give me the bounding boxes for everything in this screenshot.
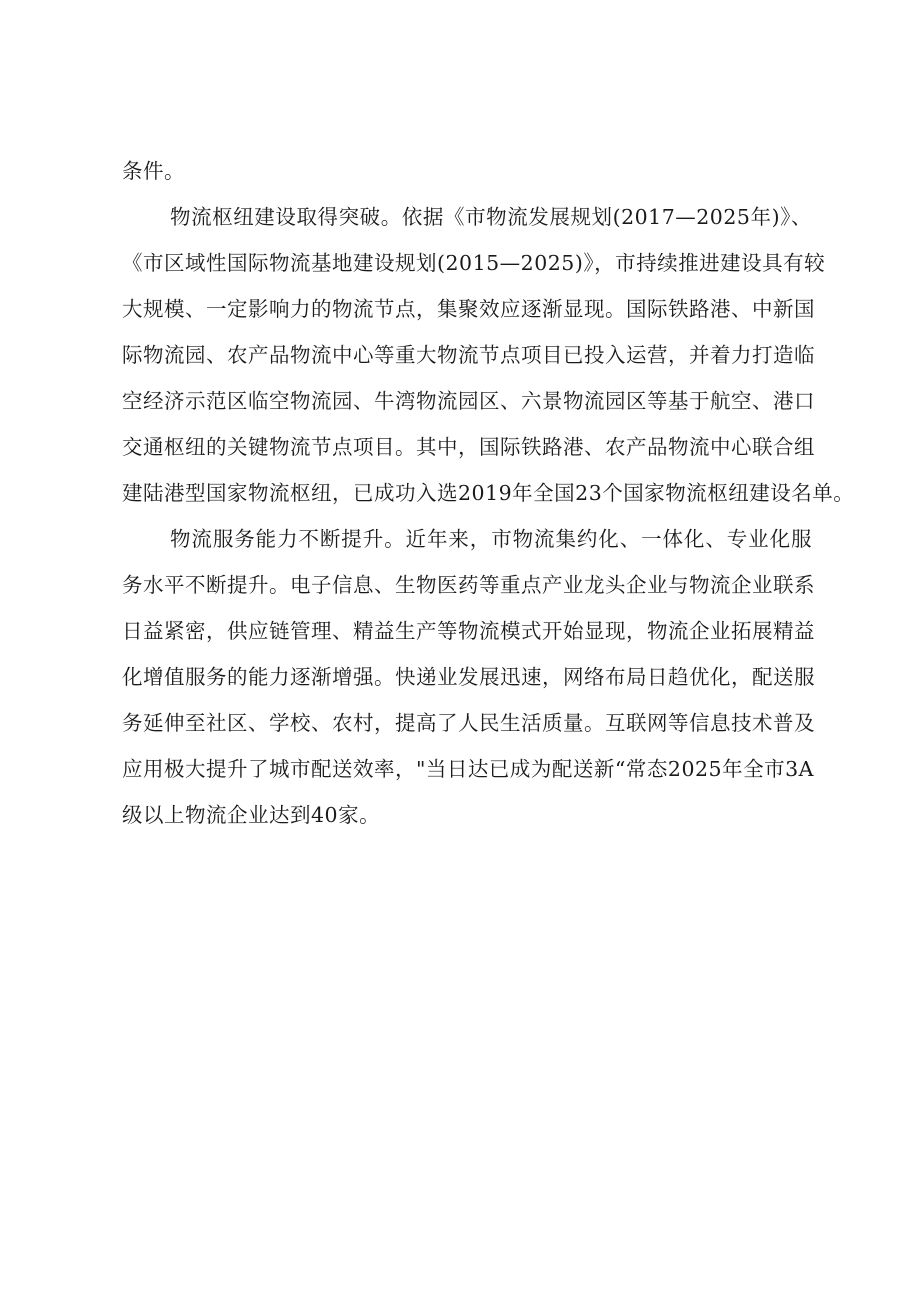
- text-line: 物流服务能力不断提升。近年来，市物流集约化、一体化、专业化服: [170, 527, 812, 551]
- paragraph-continuation: [122, 148, 812, 194]
- text-line: 《市区域性国际物流基地建设规划(2015—2025)》，市持续推进建设具有较: [122, 251, 826, 275]
- text-line: 物流枢纽建设取得突破。依据《市物流发展规划(2017—2025年)》、: [170, 205, 812, 229]
- text-line: 建陆港型国家物流枢纽，已成功入选2019年全国23个国家物流枢纽建设名单。: [122, 481, 855, 505]
- paragraph-service-capability: [122, 516, 815, 838]
- text-line: 化增值服务的能力逐渐增强。快递业发展迅速，网络布局日趋优化，配送服: [122, 665, 815, 689]
- text-line: 空经济示范区临空物流园、牛湾物流园区、六景物流园区等基于航空、港口: [122, 389, 815, 413]
- text-line: 条件。: [122, 159, 185, 183]
- text-line: 际物流园、农产品物流中心等重大物流节点项目已投入运营，并着力打造临: [122, 343, 815, 367]
- text-line: 级以上物流企业达到40家。: [122, 803, 381, 827]
- paragraph-hub-construction: [122, 194, 855, 516]
- text-line: 务水平不断提升。电子信息、生物医药等重点产业龙头企业与物流企业联系: [122, 573, 815, 597]
- text-line: 交通枢纽的关键物流节点项目。其中，国际铁路港、农产品物流中心联合组: [122, 435, 815, 459]
- text-line: 应用极大提升了城市配送效率，"当日达已成为配送新“常态2025年全市3A: [122, 757, 814, 781]
- text-line: 日益紧密，供应链管理、精益生产等物流模式开始显现，物流企业拓展精益: [122, 619, 815, 643]
- text-line: 务延伸至社区、学校、农村，提高了人民生活质量。互联网等信息技术普及: [122, 711, 815, 735]
- body-text: [122, 148, 855, 838]
- text-line: 大规模、一定影响力的物流节点，集聚效应逐渐显现。国际铁路港、中新国: [122, 297, 815, 321]
